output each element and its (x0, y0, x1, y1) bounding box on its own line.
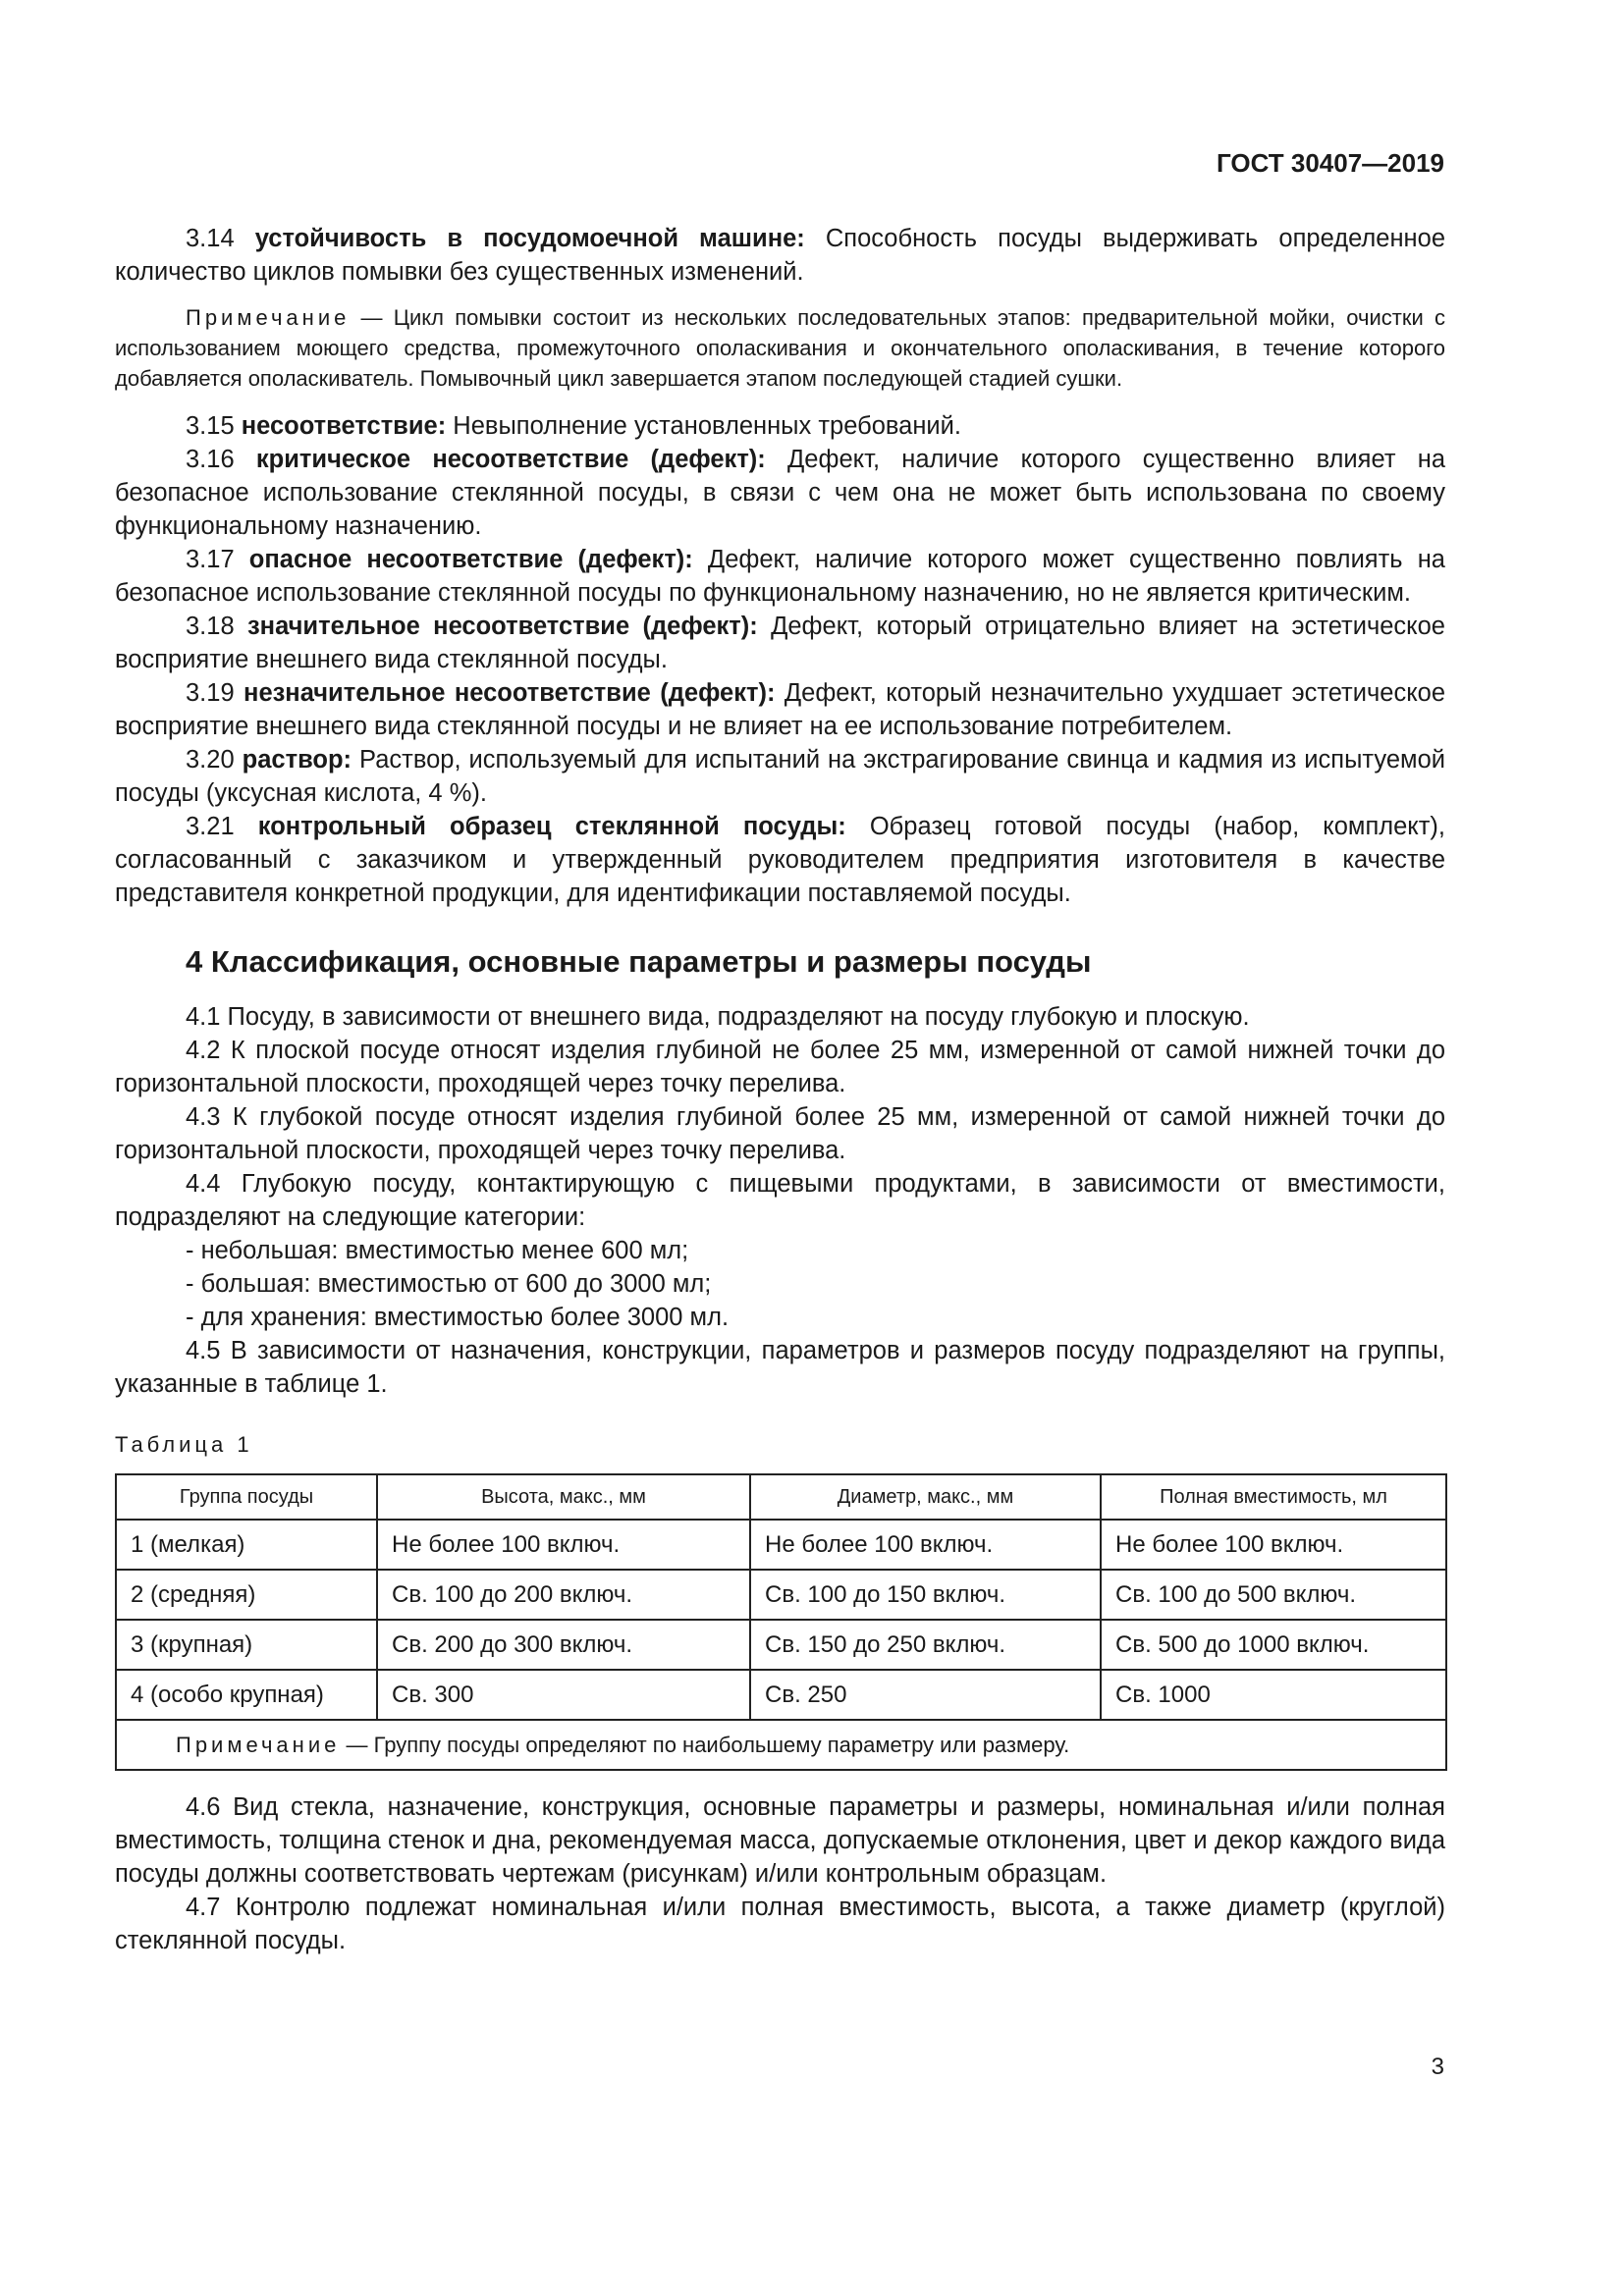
standard-code: ГОСТ 30407—2019 (1217, 148, 1444, 178)
column-header: Полная вместимость, мл (1101, 1474, 1446, 1520)
table-cell: 2 (средняя) (116, 1570, 377, 1620)
note-text: — Цикл помывки состоит из нескольких последовательных этапов: предварительной мойки, очистки с использованием моющего средства, промежуточного ополаскивания и окончательного ополаскивания, в течение которого добавляется ополаскиватель. Помывочный цикл завершается этапом последующей стадией сушки. (115, 305, 1445, 391)
clause-3-21 (115, 810, 1445, 910)
term: раствор: (242, 746, 352, 774)
table-cell: Не более 100 включ. (750, 1520, 1101, 1570)
definition: Образец готовой посуды (набор, комплект), согласованный с заказчиком и утвержденный руководителем предприятия изготовителя в качестве представителя конкретной продукции, для идентификации поставляемой посуды. (115, 813, 1446, 907)
section-heading: 4 Классификация, основные параметры и размеры посуды (186, 944, 1092, 979)
clause-3-18 (115, 610, 1445, 676)
table-cell: 3 (крупная) (116, 1620, 377, 1670)
table-row (116, 1670, 1446, 1720)
note-label: Примечание (186, 305, 351, 330)
list-item: - большая: вместимостью от 600 до 3000 мл; (186, 1270, 712, 1298)
definition: Дефект, наличие которого может существенно повлиять на безопасное использование стеклянной посуды по функциональному назначению, но не является критическим. (115, 546, 1445, 607)
term: несоответствие: (241, 412, 447, 440)
table-cell: 1 (мелкая) (116, 1520, 377, 1570)
clause-number: 3.19 (186, 679, 235, 707)
table-cell: Св. 150 до 250 включ. (750, 1620, 1101, 1670)
term: значительное несоответствие (дефект): (247, 613, 758, 640)
list-item: - небольшая: вместимостью менее 600 мл; (186, 1237, 689, 1264)
page-number: 3 (1431, 2054, 1444, 2080)
table-cell: Св. 100 до 150 включ. (750, 1570, 1101, 1620)
table-cell: Св. 100 до 200 включ. (377, 1570, 750, 1620)
clause-4-7: 4.7 Контролю подлежат номинальная и/или полная вместимость, высота, а также диаметр (круглой) стеклянной посуды. (115, 1894, 1445, 1954)
page-content (115, 222, 1445, 1957)
table-row (116, 1620, 1446, 1670)
definition: Дефект, наличие которого существенно влияет на безопасное использование стеклянной посуды, в связи с чем она не может быть использована по своему функциональному назначению. (115, 446, 1445, 540)
clause-4-6: 4.6 Вид стекла, назначение, конструкция, основные параметры и размеры, номинальная и/или полная вместимость, толщина стенок и дна, рекомендуемая масса, допускаемые отклонения, цвет и декор каждого вида посуды должны соответствовать чертежам (рисункам) и/или контрольным образцам. (115, 1793, 1445, 1888)
table-cell: Св. 100 до 500 включ. (1101, 1570, 1446, 1620)
note-label: Примечание (176, 1732, 341, 1757)
definition: Невыполнение установленных требований. (446, 412, 961, 440)
table-cell: Св. 250 (750, 1670, 1101, 1720)
clause-3-17 (115, 543, 1445, 610)
term: опасное несоответствие (дефект): (248, 546, 693, 573)
term: устойчивость в посудомоечной машине: (254, 225, 805, 252)
clause-number: 3.16 (186, 446, 235, 473)
clause-3-19 (115, 676, 1445, 743)
term: критическое несоответствие (дефект): (255, 446, 766, 473)
table-note-row (116, 1720, 1446, 1770)
note-text: — Группу посуды определяют по наибольшему параметру или размеру. (340, 1732, 1070, 1757)
clause-number: 3.18 (186, 613, 235, 640)
table-cell: Св. 200 до 300 включ. (377, 1620, 750, 1670)
table-row (116, 1570, 1446, 1620)
term: незначительное несоответствие (дефект): (244, 679, 776, 707)
clause-number: 3.15 (186, 412, 235, 440)
table-cell: Не более 100 включ. (377, 1520, 750, 1570)
definition: Способность посуды выдерживать определенное количество циклов помывки без существенных изменений. (115, 225, 1445, 286)
clause-number: 3.17 (186, 546, 235, 573)
clause-4-1: 4.1 Посуду, в зависимости от внешнего вида, подразделяют на посуду глубокую и плоскую. (186, 1003, 1250, 1031)
clause-3-15 (115, 409, 1445, 443)
clause-4-2: 4.2 К плоской посуде относят изделия глубиной не более 25 мм, измеренной от самой нижней точки до горизонтальной плоскости, проходящей через точку перелива. (115, 1037, 1445, 1097)
table-caption: Таблица 1 (115, 1432, 253, 1457)
definition: Дефект, который незначительно ухудшает эстетическое восприятие внешнего вида стеклянной посуды и не влияет на ее использование потребителем. (115, 679, 1445, 740)
table-row (116, 1520, 1446, 1570)
clause-number: 3.14 (186, 225, 235, 252)
clause-3-20 (115, 743, 1445, 810)
note-3-14 (115, 302, 1445, 394)
column-header: Диаметр, макс., мм (750, 1474, 1101, 1520)
table-1 (115, 1473, 1447, 1771)
term: контрольный образец стеклянной посуды: (257, 813, 846, 840)
table-cell: 4 (особо крупная) (116, 1670, 377, 1720)
definition: Дефект, который отрицательно влияет на эстетическое восприятие внешнего вида стеклянной посуды. (115, 613, 1445, 673)
table-note (116, 1720, 1446, 1770)
table-cell: Св. 1000 (1101, 1670, 1446, 1720)
column-header: Высота, макс., мм (377, 1474, 750, 1520)
clause-3-14 (115, 222, 1445, 289)
table-cell: Св. 300 (377, 1670, 750, 1720)
clause-3-16 (115, 443, 1445, 543)
clause-number: 3.20 (186, 746, 235, 774)
list-item: - для хранения: вместимостью более 3000 мл. (186, 1304, 730, 1331)
clause-4-5: 4.5 В зависимости от назначения, конструкции, параметров и размеров посуду подразделяют на группы, указанные в таблице 1. (115, 1337, 1445, 1398)
clause-number: 3.21 (186, 813, 235, 840)
clause-4-4: 4.4 Глубокую посуду, контактирующую с пищевыми продуктами, в зависимости от вместимости, подразделяют на следующие категории: (115, 1170, 1445, 1231)
table-header-row (116, 1474, 1446, 1520)
clause-4-3: 4.3 К глубокой посуде относят изделия глубиной более 25 мм, измеренной от самой нижней точки до горизонтальной плоскости, проходящей через точку перелива. (115, 1103, 1445, 1164)
definition: Раствор, используемый для испытаний на экстрагирование свинца и кадмия из испытуемой посуды (уксусная кислота, 4 %). (115, 746, 1445, 807)
table-cell: Св. 500 до 1000 включ. (1101, 1620, 1446, 1670)
column-header: Группа посуды (116, 1474, 377, 1520)
table-cell: Не более 100 включ. (1101, 1520, 1446, 1570)
